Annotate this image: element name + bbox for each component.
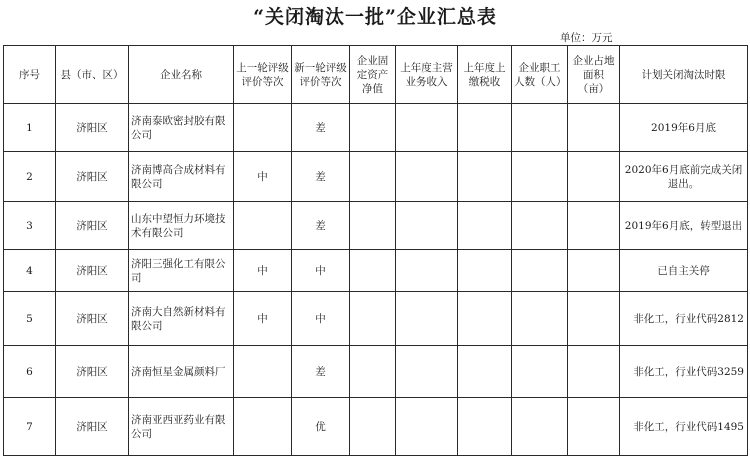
unit-label: 单位：万元 xyxy=(560,32,613,44)
cell-fixed-assets xyxy=(350,292,396,346)
cell-revenue xyxy=(396,346,458,398)
cell-new-rating: 中 xyxy=(292,292,350,346)
cell-deadline: 2020年6月底前完成关闭退出。 xyxy=(620,152,748,202)
header-staff: 企业职工人数（人） xyxy=(512,46,568,104)
cell-county: 济阳区 xyxy=(56,398,129,456)
cell-county: 济阳区 xyxy=(56,202,129,250)
cell-company-name: 济阳三强化工有限公司 xyxy=(129,250,234,292)
cell-staff xyxy=(512,398,568,456)
table-row xyxy=(4,398,748,456)
cell-county: 济阳区 xyxy=(56,292,129,346)
cell-no: 5 xyxy=(4,292,56,346)
table-row xyxy=(4,292,748,346)
cell-revenue xyxy=(396,152,458,202)
cell-land-area xyxy=(568,398,620,456)
cell-fixed-assets xyxy=(350,398,396,456)
header-deadline: 计划关闭淘汰时限 xyxy=(620,46,748,104)
cell-new-rating: 差 xyxy=(292,104,350,152)
cell-company-name: 济南大自然新材料有限公司 xyxy=(129,292,234,346)
cell-no: 6 xyxy=(4,346,56,398)
cell-new-rating: 差 xyxy=(292,152,350,202)
cell-staff xyxy=(512,346,568,398)
cell-company-name: 济南泰欧密封胶有限公司 xyxy=(129,104,234,152)
cell-new-rating: 差 xyxy=(292,202,350,250)
cell-tax xyxy=(458,104,512,152)
cell-no: 2 xyxy=(4,152,56,202)
cell-land-area xyxy=(568,346,620,398)
cell-prev-rating xyxy=(234,104,292,152)
enterprise-summary-table xyxy=(3,45,748,456)
header-prev-rating: 上一轮评级评价等次 xyxy=(234,46,292,104)
page-title: “关闭淘汰一批”企业汇总表 xyxy=(253,6,497,28)
cell-county: 济阳区 xyxy=(56,346,129,398)
cell-deadline: 非化工，行业代码2812 xyxy=(620,292,748,346)
cell-deadline: 2019年6月底，转型退出 xyxy=(620,202,748,250)
cell-new-rating: 中 xyxy=(292,250,350,292)
header-revenue: 上年度主营业务收入 xyxy=(396,46,458,104)
cell-tax xyxy=(458,152,512,202)
cell-tax xyxy=(458,398,512,456)
header-no: 序号 xyxy=(4,46,56,104)
cell-county: 济阳区 xyxy=(56,250,129,292)
header-county: 县（市、区） xyxy=(56,46,129,104)
cell-prev-rating: 中 xyxy=(234,292,292,346)
cell-new-rating: 差 xyxy=(292,346,350,398)
cell-prev-rating xyxy=(234,346,292,398)
cell-revenue xyxy=(396,202,458,250)
header-tax: 上年度上缴税收 xyxy=(458,46,512,104)
cell-prev-rating: 中 xyxy=(234,152,292,202)
cell-tax xyxy=(458,202,512,250)
cell-staff xyxy=(512,104,568,152)
cell-county: 济阳区 xyxy=(56,152,129,202)
cell-no: 4 xyxy=(4,250,56,292)
cell-fixed-assets xyxy=(350,250,396,292)
cell-deadline: 非化工，行业代码3259 xyxy=(620,346,748,398)
cell-county: 济阳区 xyxy=(56,104,129,152)
cell-fixed-assets xyxy=(350,346,396,398)
cell-fixed-assets xyxy=(350,152,396,202)
cell-no: 3 xyxy=(4,202,56,250)
cell-company-name: 济南恒星金属颜料厂 xyxy=(129,346,234,398)
cell-fixed-assets xyxy=(350,202,396,250)
header-company-name: 企业名称 xyxy=(129,46,234,104)
cell-land-area xyxy=(568,202,620,250)
cell-company-name: 济南亚西亚药业有限公司 xyxy=(129,398,234,456)
table-row xyxy=(4,152,748,202)
cell-tax xyxy=(458,346,512,398)
cell-tax xyxy=(458,250,512,292)
cell-land-area xyxy=(568,250,620,292)
header-new-rating: 新一轮评级评价等次 xyxy=(292,46,350,104)
cell-prev-rating xyxy=(234,202,292,250)
cell-fixed-assets xyxy=(350,104,396,152)
cell-land-area xyxy=(568,104,620,152)
cell-prev-rating xyxy=(234,398,292,456)
cell-staff xyxy=(512,292,568,346)
header-fixed-assets: 企业固定资产净值 xyxy=(350,46,396,104)
table-row xyxy=(4,250,748,292)
cell-revenue xyxy=(396,250,458,292)
header-land-area: 企业占地面积（亩） xyxy=(568,46,620,104)
cell-staff xyxy=(512,202,568,250)
cell-deadline: 非化工，行业代码1495 xyxy=(620,398,748,456)
cell-staff xyxy=(512,152,568,202)
cell-deadline: 已自主关停 xyxy=(620,250,748,292)
table-row xyxy=(4,104,748,152)
header-row xyxy=(4,46,748,104)
cell-land-area xyxy=(568,152,620,202)
cell-no: 7 xyxy=(4,398,56,456)
cell-new-rating: 优 xyxy=(292,398,350,456)
cell-deadline: 2019年6月底 xyxy=(620,104,748,152)
cell-land-area xyxy=(568,292,620,346)
cell-tax xyxy=(458,292,512,346)
cell-prev-rating: 中 xyxy=(234,250,292,292)
cell-no: 1 xyxy=(4,104,56,152)
table-row xyxy=(4,202,748,250)
cell-revenue xyxy=(396,104,458,152)
cell-company-name: 济南博高合成材料有限公司 xyxy=(129,152,234,202)
cell-company-name: 山东中望恒力环境技术有限公司 xyxy=(129,202,234,250)
cell-revenue xyxy=(396,292,458,346)
cell-revenue xyxy=(396,398,458,456)
table-row xyxy=(4,346,748,398)
cell-staff xyxy=(512,250,568,292)
